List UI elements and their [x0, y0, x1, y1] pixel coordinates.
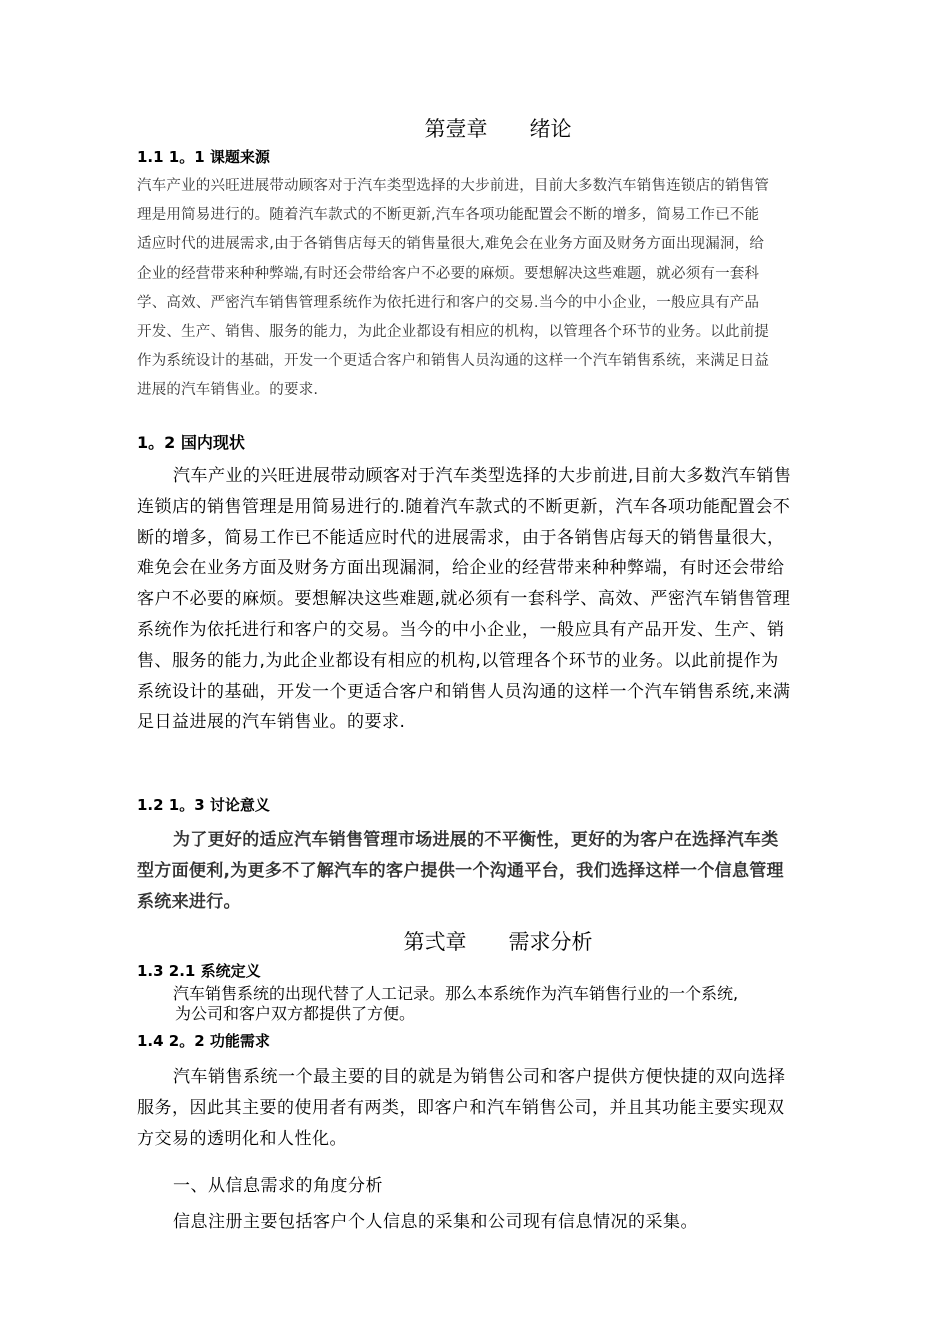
text-line: 难免会在业务方面及财务方面出现漏洞，给企业的经营带来种种弊端，有时还会带给	[137, 558, 785, 579]
text-line: 进展的汽车销售业。的要求.	[137, 382, 319, 399]
heading-research-meaning: 1.2 1。3 讨论意义	[137, 796, 270, 814]
text-line: 适应时代的进展需求,由于各销售店每天的销售量很大,难免会在业务方面及财务方面出现漏洞，给	[137, 236, 765, 253]
text-line: 为公司和客户双方都提供了方便。	[175, 1004, 416, 1023]
paragraph-functional-requirements	[137, 1062, 861, 1154]
text-line: 信息注册主要包括客户个人信息的采集和公司现有信息情况的采集。	[173, 1212, 698, 1232]
text-line: 汽车产业的兴旺进展带动顾客对于汽车类型选择的大步前进,目前大多数汽车销售	[173, 466, 792, 486]
text-line: 足日益进展的汽车销售业。的要求.	[137, 712, 406, 733]
heading-domestic-status: 1。2 国内现状	[137, 433, 245, 452]
chapter-1-title: 第壹章 绪论	[424, 117, 572, 141]
text-line: 型方面便利,为更多不了解汽车的客户提供一个沟通平台，我们选择这样一个信息管理	[137, 861, 784, 881]
text-line: 企业的经营带来种种弊端,有时还会带给客户不必要的麻烦。要想解决这些难题，就必须有一套科	[137, 265, 760, 282]
text-line: 连锁店的销售管理是用简易进行的.随着汽车款式的不断更新，汽车各项功能配置会不	[137, 496, 791, 517]
text-line: 作为系统设计的基础，开发一个更适合客户和销售人员沟通的这样一个汽车销售系统，来满足日益	[137, 353, 770, 370]
text-line: 汽车销售系统的出现代替了人工记录。那么本系统作为汽车销售行业的一个系统,	[173, 984, 739, 1003]
heading-topic-source: 1.1 1。1 课题来源	[137, 148, 270, 166]
heading-functional-requirements: 1.4 2。2 功能需求	[137, 1032, 270, 1050]
text-line: 一、从信息需求的角度分析	[173, 1176, 383, 1196]
text-line: 汽车销售系统一个最主要的目的就是为销售公司和客户提供方便快捷的双向选择	[173, 1067, 786, 1087]
paragraph-research-meaning	[137, 825, 861, 918]
text-line: 断的增多，简易工作已不能适应时代的进展需求，由于各销售店每天的销售量很大，	[137, 527, 785, 548]
text-line: 学、高效、严密汽车销售管理系统作为依托进行和客户的交易.当今的中小企业，一般应具有产品	[137, 294, 760, 311]
paragraph-domestic-status	[137, 461, 861, 738]
analysis-paragraph	[137, 1207, 861, 1238]
analysis-subtitle	[137, 1171, 861, 1202]
text-line: 售、服务的能力,为此企业都设有相应的机构,以管理各个环节的业务。以此前提作为	[137, 650, 779, 671]
text-line: 理是用简易进行的。随着汽车款式的不断更新,汽车各项功能配置会不断的增多，简易工作已不能	[137, 207, 760, 224]
text-line: 客户不必要的麻烦。要想解决这些难题,就必须有一套科学、高效、严密汽车销售管理	[137, 589, 791, 610]
text-line: 系统作为依托进行和客户的交易。当今的中小企业，一般应具有产品开发、生产、销	[137, 619, 785, 640]
text-line: 服务，因此其主要的使用者有两类，即客户和汽车销售公司，并且其功能主要实现双	[137, 1097, 785, 1118]
text-line: 汽车产业的兴旺进展带动顾客对于汽车类型选择的大步前进，目前大多数汽车销售连锁店的销售管	[137, 178, 770, 194]
paragraph-system-definition	[137, 984, 861, 1024]
heading-system-definition: 1.3 2.1 系统定义	[137, 962, 261, 980]
text-line: 系统设计的基础，开发一个更适合客户和销售人员沟通的这样一个汽车销售系统,来满	[137, 681, 791, 702]
text-line: 为了更好的适应汽车销售管理市场进展的不平衡性，更好的为客户在选择汽车类	[173, 830, 779, 850]
text-line: 系统来进行。	[137, 892, 241, 912]
chapter-2-title: 第弍章 需求分析	[403, 930, 593, 954]
paragraph-topic-source	[137, 172, 861, 406]
text-line: 开发、生产、销售、服务的能力，为此企业都设有相应的机构，以管理各个环节的业务。以此前提	[137, 324, 770, 341]
text-line: 方交易的透明化和人性化。	[137, 1128, 347, 1149]
